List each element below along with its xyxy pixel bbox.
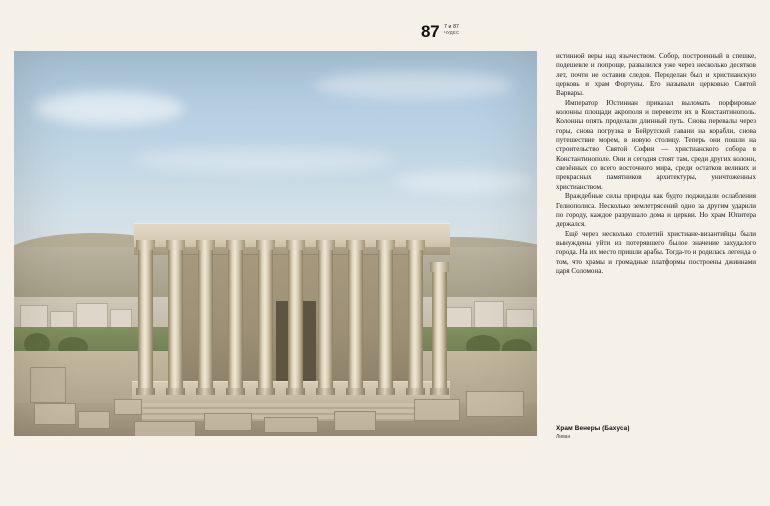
page-header bbox=[0, 22, 770, 44]
column-base bbox=[430, 388, 449, 395]
column-capital bbox=[136, 240, 155, 250]
body-paragraph: Ещё через несколько столетий христиане-византийцы были вынуждены уйти из потерявшего былое значение захудалого города. На их место пришли арабы. Тогда-то и родилась легенда о том, что храмы и громадные платформы построены джиннами царя Соломона. bbox=[556, 229, 756, 275]
column bbox=[318, 249, 333, 389]
column bbox=[228, 249, 243, 389]
column bbox=[288, 249, 303, 389]
rubble-block bbox=[466, 391, 524, 417]
body-text-column bbox=[556, 52, 756, 276]
column bbox=[408, 249, 423, 389]
series-label-line2: ЧУДЕС bbox=[444, 30, 460, 36]
column-base bbox=[406, 388, 425, 395]
column-capital bbox=[166, 240, 185, 250]
rubble-block bbox=[78, 411, 110, 429]
rubble-block bbox=[264, 417, 318, 433]
column-capital bbox=[376, 240, 395, 250]
cloud bbox=[394, 171, 534, 193]
column-capital bbox=[346, 240, 365, 250]
temple-photo bbox=[14, 51, 537, 436]
photo-content bbox=[14, 51, 537, 436]
column bbox=[378, 249, 393, 389]
body-paragraph: Враждебные силы природы как будто поджидали ослабления Гелиополиса. Несколько землетрясений одно за другим ударили по городу, каждое разрушало дома и церкви. Но храм Юпитера держался. bbox=[556, 192, 756, 229]
series-label-line1: 7 и 87 bbox=[444, 24, 460, 30]
caption-subtitle: Ливан bbox=[556, 433, 571, 440]
column-base bbox=[376, 388, 395, 395]
column-base bbox=[226, 388, 245, 395]
column-base bbox=[166, 388, 185, 395]
column-capital bbox=[196, 240, 215, 250]
series-label bbox=[444, 24, 459, 36]
page-number: 87 bbox=[421, 22, 440, 41]
column-capital bbox=[406, 240, 425, 250]
column-base bbox=[316, 388, 335, 395]
rubble-block bbox=[334, 411, 376, 431]
body-paragraph: Император Юстиниан приказал выломать порфировые колонны площади акрополя и перевезти их в Константинополь. Колонны опять проделали длинный путь. Снова перевалы через горы, снова погрузка в Бейрутской гавани на корабли, снова путешествие морем, в новую столицу. Теперь они пошли на строительство Святой Софии — христианского собора в Константинополе. Они и сегодня стоят там, среди других колонн, свезённых со всего восточного мира, среди остатков великих и прекрасных памятников архитектуры, уничтоженных христианством. bbox=[556, 98, 756, 191]
column bbox=[168, 249, 183, 389]
column bbox=[348, 249, 363, 389]
rubble-block bbox=[34, 403, 76, 425]
column-capital bbox=[226, 240, 245, 250]
cloud bbox=[34, 91, 184, 125]
rubble-block bbox=[204, 413, 252, 431]
column bbox=[138, 249, 153, 389]
column-capital bbox=[316, 240, 335, 250]
cloud bbox=[314, 71, 514, 99]
column-capital bbox=[430, 262, 449, 272]
column-capital bbox=[256, 240, 275, 250]
body-paragraph: истинной веры над язычеством. Собор, построенный в спешке, подешевле и попроще, развалился уже через несколько десятков лет, почти не оставив следов. Переделан был и христианскую церковь и храм Фортуны. Его называли церковью Святой Варвары. bbox=[556, 52, 756, 98]
column bbox=[258, 249, 273, 389]
column-base bbox=[196, 388, 215, 395]
cloud bbox=[134, 147, 394, 173]
rubble-block bbox=[30, 367, 66, 403]
column bbox=[198, 249, 213, 389]
column bbox=[432, 271, 447, 389]
rubble-block bbox=[114, 399, 142, 415]
column-base bbox=[136, 388, 155, 395]
rubble-block bbox=[414, 399, 460, 421]
column-base bbox=[346, 388, 365, 395]
column-base bbox=[256, 388, 275, 395]
column-capital bbox=[286, 240, 305, 250]
caption-title: Храм Венеры (Бахуса) bbox=[556, 425, 630, 432]
rubble-block bbox=[134, 421, 196, 436]
column-base bbox=[286, 388, 305, 395]
photo-caption bbox=[556, 425, 756, 440]
